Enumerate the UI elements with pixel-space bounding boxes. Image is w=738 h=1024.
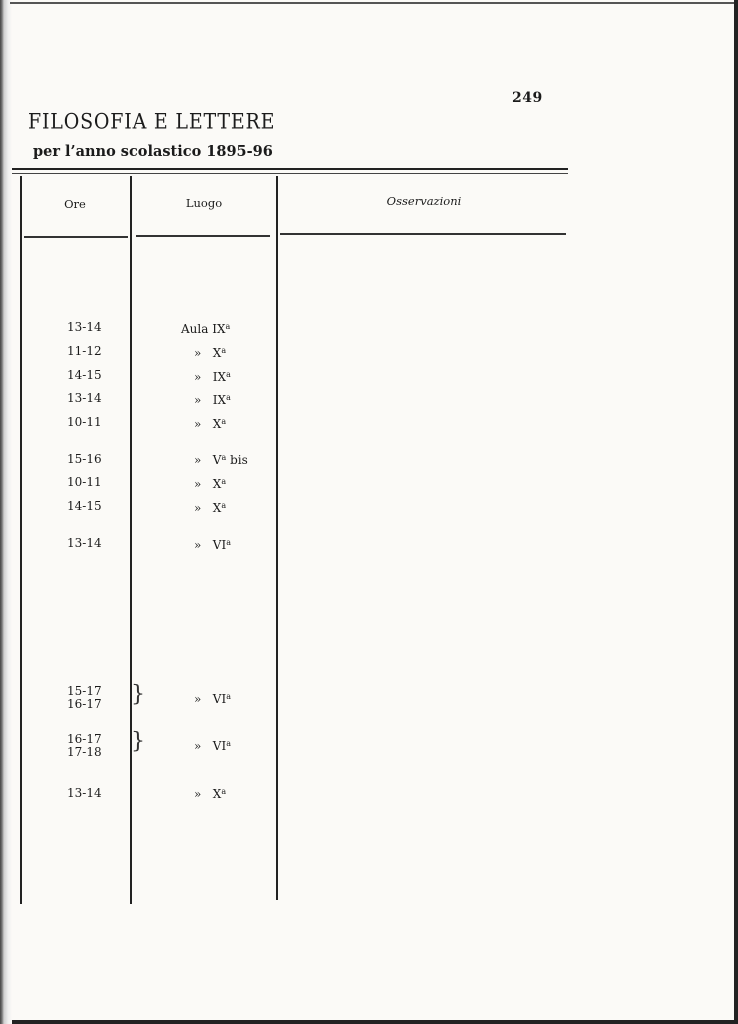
room-suffix: a: [221, 501, 227, 510]
luogo-cell: [194, 690, 231, 706]
room-suffix: a: [226, 739, 231, 748]
book-spine-edge: [0, 0, 12, 1024]
brace-mark: }: [131, 682, 145, 707]
room-number: IX: [212, 322, 226, 336]
room-suffix: a: [226, 692, 231, 701]
room-number: X: [212, 477, 222, 491]
ditto-mark: »: [194, 477, 202, 491]
ore-line-2: 16-17: [67, 697, 102, 711]
room-suffix: a: [221, 453, 227, 462]
ore-cell: 15-16: [67, 452, 102, 466]
luogo-cell: [194, 499, 226, 515]
ore-cell: 13-14: [67, 536, 102, 550]
ore-cell: 11-12: [67, 344, 102, 358]
luogo-prefix: Aula: [181, 322, 209, 336]
luogo-cell: [194, 391, 231, 407]
ditto-mark: »: [194, 692, 202, 706]
room-suffix: a: [221, 787, 227, 796]
room-number: X: [212, 417, 222, 431]
table-left-border: [20, 176, 22, 904]
ore-cell: 14-15: [67, 368, 102, 382]
ore-cell: 10-11: [67, 415, 102, 429]
ore-cell: [67, 685, 102, 711]
ditto-mark: »: [194, 739, 202, 753]
column-header-luogo: Luogo: [185, 196, 223, 210]
header-underline-ore: [24, 236, 128, 238]
ore-cell: 13-14: [67, 786, 102, 800]
room-number: VI: [212, 538, 227, 552]
luogo-cell: [194, 415, 226, 431]
luogo-cell: [194, 785, 226, 801]
ore-line-2: 17-18: [67, 745, 102, 759]
ditto-mark: »: [194, 370, 202, 384]
luogo-cell: [181, 320, 230, 336]
ore-cell: 13-14: [67, 391, 102, 405]
room-number: VI: [212, 692, 227, 706]
room-number: IX: [212, 393, 227, 407]
column-header-osservazioni: Osservazioni: [386, 194, 462, 208]
ditto-mark: »: [194, 346, 202, 360]
ore-cell: 13-14: [67, 320, 102, 334]
ore-line-1: 16-17: [67, 732, 102, 746]
room-suffix: a: [221, 346, 227, 355]
ditto-mark: »: [194, 453, 202, 467]
header-rule-thick: [12, 168, 568, 170]
room-number: X: [212, 346, 222, 360]
page-title: FILOSOFIA E LETTERE: [28, 109, 276, 135]
brace-mark: }: [131, 729, 145, 754]
ditto-mark: »: [194, 417, 202, 431]
ore-cell: [67, 733, 102, 759]
ditto-mark: »: [194, 538, 202, 552]
luogo-cell: [194, 368, 231, 384]
room-suffix: a: [226, 538, 231, 547]
header-underline-osservazioni: [280, 233, 566, 235]
room-number: VI: [212, 739, 227, 753]
room-number: V: [212, 453, 222, 467]
luogo-cell: [194, 536, 231, 552]
header-rule-thin: [12, 173, 568, 174]
ditto-mark: »: [194, 501, 202, 515]
room-suffix: a: [226, 393, 231, 402]
ditto-mark: »: [194, 787, 202, 801]
luogo-cell: [194, 737, 231, 753]
room-suffix: a: [221, 477, 227, 486]
room-extra: bis: [230, 453, 248, 467]
header-underline-luogo: [136, 235, 270, 237]
page-top-edge: [10, 2, 734, 4]
room-number: X: [212, 787, 222, 801]
page-subtitle: per l’anno scolastico 1895-96: [33, 143, 273, 160]
column-divider-luogo-osservazioni: [276, 176, 278, 900]
ditto-mark: »: [194, 393, 202, 407]
luogo-cell: [194, 475, 226, 491]
ore-cell: 10-11: [67, 475, 102, 489]
ore-line-1: 15-17: [67, 684, 102, 698]
room-suffix: a: [221, 417, 227, 426]
column-header-ore: Ore: [64, 197, 86, 211]
page-number: 249: [512, 90, 543, 106]
room-number: X: [212, 501, 222, 515]
column-divider-ore-luogo: [130, 176, 132, 904]
room-suffix: a: [225, 322, 231, 331]
room-suffix: a: [226, 370, 231, 379]
luogo-cell: [194, 451, 248, 467]
ore-cell: 14-15: [67, 499, 102, 513]
room-number: IX: [212, 370, 227, 384]
luogo-cell: [194, 344, 226, 360]
